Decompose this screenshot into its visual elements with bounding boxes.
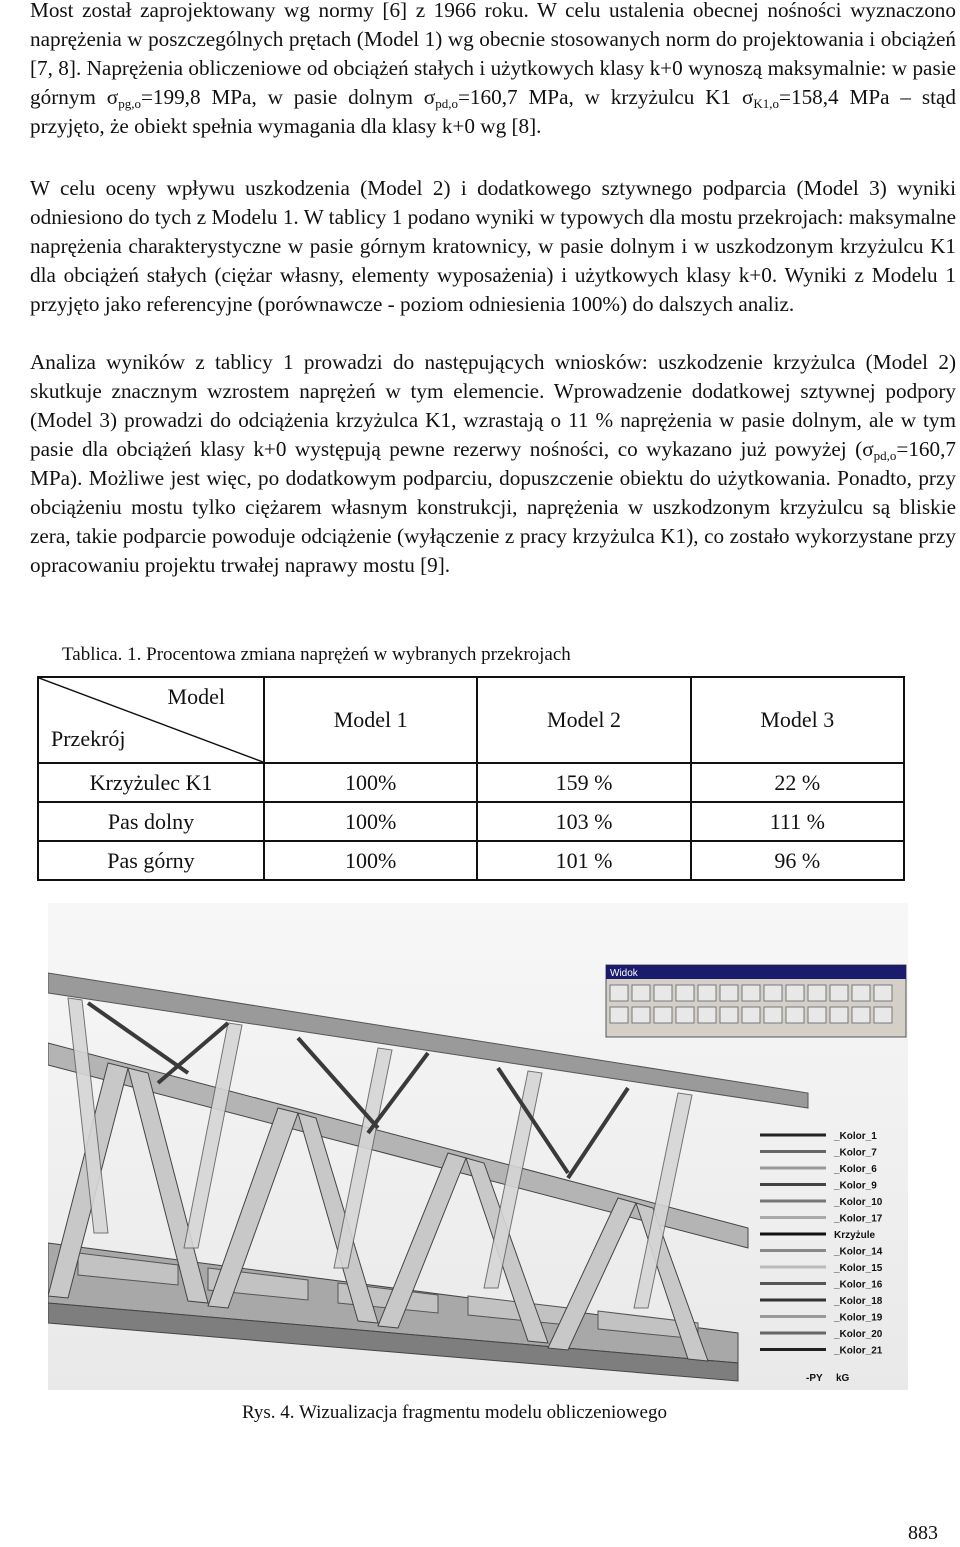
corner-label-model: Model: [167, 684, 225, 709]
legend-label: _Kolor_6: [834, 1164, 877, 1175]
table-caption: Tablica. 1. Procentowa zmiana naprężeń w wybranych przekrojach: [62, 644, 571, 665]
p1-sub-2: pd,o: [435, 96, 458, 111]
legend-label: _Kolor_7: [834, 1147, 877, 1159]
table-row: [38, 802, 904, 841]
p3-text-b: =160,7 MPa). Możliwe jest więc, po dodatkowym podparciu, dopuszczenie obiektu do użytkowania. Ponadto, przy obciążeniu mostu tylko ciężarem własnym konstrukcji, naprężenia w uszkodzonym krzyżulcu są bliskie zera, takie podparcie powoduje odciążenie (wyłączenie z pracy krzyżulca K1), co zostało wykorzystane przy opracowaniu projektu trwałej naprawy mostu [9].: [30, 437, 956, 577]
figure-caption: Rys. 4. Wizualizacja fragmentu modelu obliczeniowego: [242, 1402, 667, 1423]
legend-label: _Kolor_18: [834, 1296, 883, 1307]
table-cell: 100%: [264, 802, 477, 841]
figure-footer-kg: kG: [836, 1373, 850, 1384]
table-header-row: [38, 677, 904, 763]
table-cell: 22 %: [691, 763, 904, 802]
row-label: Pas górny: [38, 841, 264, 880]
paragraph-3: [30, 348, 956, 580]
legend-label: _Kolor_20: [834, 1329, 883, 1340]
row-label: Pas dolny: [38, 802, 264, 841]
legend-label: _Kolor_19: [834, 1312, 883, 1324]
table-cell: 96 %: [691, 841, 904, 880]
paragraph-1: [30, 0, 956, 141]
p1-text-d: =158,4 MPa – stąd przyjęto, że obiekt spełnia wymagania dla klasy k+0 wg [8].: [30, 85, 956, 138]
figure-footer-py: -PY: [806, 1373, 823, 1384]
p1-text-a: Most został zaprojektowany wg normy [6] z 1966 roku. W celu ustalenia obecnej nośności wyznaczono naprężenia w poszczególnych prętach (Model 1) wg obecnie stosowanych norm do projektowania i obciążeń [7, 8]. Naprężenia obliczeniowe od obciążeń stałych i użytkowych klasy k+0 wynoszą maksymalnie: w pasie górnym σ: [30, 0, 956, 109]
column-header: Model 3: [691, 677, 904, 763]
legend-label: _Kolor_1: [834, 1131, 877, 1142]
table-row: [38, 763, 904, 802]
paragraph-2: [30, 174, 956, 319]
row-label: Krzyżulec K1: [38, 763, 264, 802]
column-header: Model 2: [477, 677, 690, 763]
p1-text-b: =199,8 MPa, w pasie dolnym σ: [140, 85, 436, 109]
table-corner-cell: [38, 677, 264, 763]
table-cell: 100%: [264, 841, 477, 880]
table-cell: 103 %: [477, 802, 690, 841]
table-row: [38, 841, 904, 880]
p1-text-c: =160,7 MPa, w krzyżulcu K1 σ: [457, 85, 754, 109]
p2-text: W celu oceny wpływu uszkodzenia (Model 2) i dodatkowego sztywnego podparcia (Model 3) wyniki odniesiono do tych z Modelu 1. W tablicy 1 podano wyniki w typowych dla mostu przekrojach: maksymalne naprężenia charakterystyczne w pasie górnym kratownicy, w pasie dolnym i w uszkodzonym krzyżulcu K1 dla obciążeń stałych (ciężar własny, elementy wyposażenia) i użytkowych klasy k+0. Wyniki z Modelu 1 przyjęto jako referencyjne (porównawcze - poziom odniesienia 100%) do dalszych analiz.: [30, 176, 956, 316]
legend-label: _Kolor_15: [834, 1263, 883, 1274]
p3-text-a: Analiza wyników z tablicy 1 prowadzi do następujących wniosków: uszkodzenie krzyżulca (Model 2) skutkuje znacznym wzrostem naprężeń w tym elemencie. Wprowadzenie dodatkowej sztywnej podpory (Model 3) prowadzi do odciążenia krzyżulca K1, wzrastają o 11 % naprężenia w pasie dolnym, ale w tym pasie dla obciążeń klasy k+0 występują pewne rezerwy nośności, co wykazano już powyżej (σ: [30, 350, 956, 461]
legend-label: _Kolor_9: [834, 1180, 877, 1192]
table-cell: 101 %: [477, 841, 690, 880]
legend-label: Krzyżule: [834, 1230, 876, 1241]
table-cell: 100%: [264, 763, 477, 802]
table-cell: 159 %: [477, 763, 690, 802]
p3-sub-1: pd,o: [873, 448, 897, 463]
truss-model-drawing: [48, 903, 908, 1390]
legend-label: _Kolor_17: [834, 1213, 883, 1225]
truss-figure: [48, 903, 908, 1390]
p1-sub-1: pg,o: [118, 96, 141, 111]
page-number: 883: [908, 1522, 938, 1544]
table-cell: 111 %: [691, 802, 904, 841]
toolbar-title: Widok: [610, 968, 638, 979]
legend-label: _Kolor_10: [834, 1197, 883, 1208]
legend-label: _Kolor_21: [834, 1345, 883, 1357]
legend-label: _Kolor_16: [834, 1279, 883, 1291]
p1-sub-3: K1,o: [753, 96, 780, 111]
toolbar-window: [606, 965, 906, 1037]
results-table: [37, 676, 905, 881]
column-header: Model 1: [264, 677, 477, 763]
legend-label: _Kolor_14: [834, 1246, 883, 1258]
corner-label-przekroj: Przekrój: [51, 726, 126, 751]
